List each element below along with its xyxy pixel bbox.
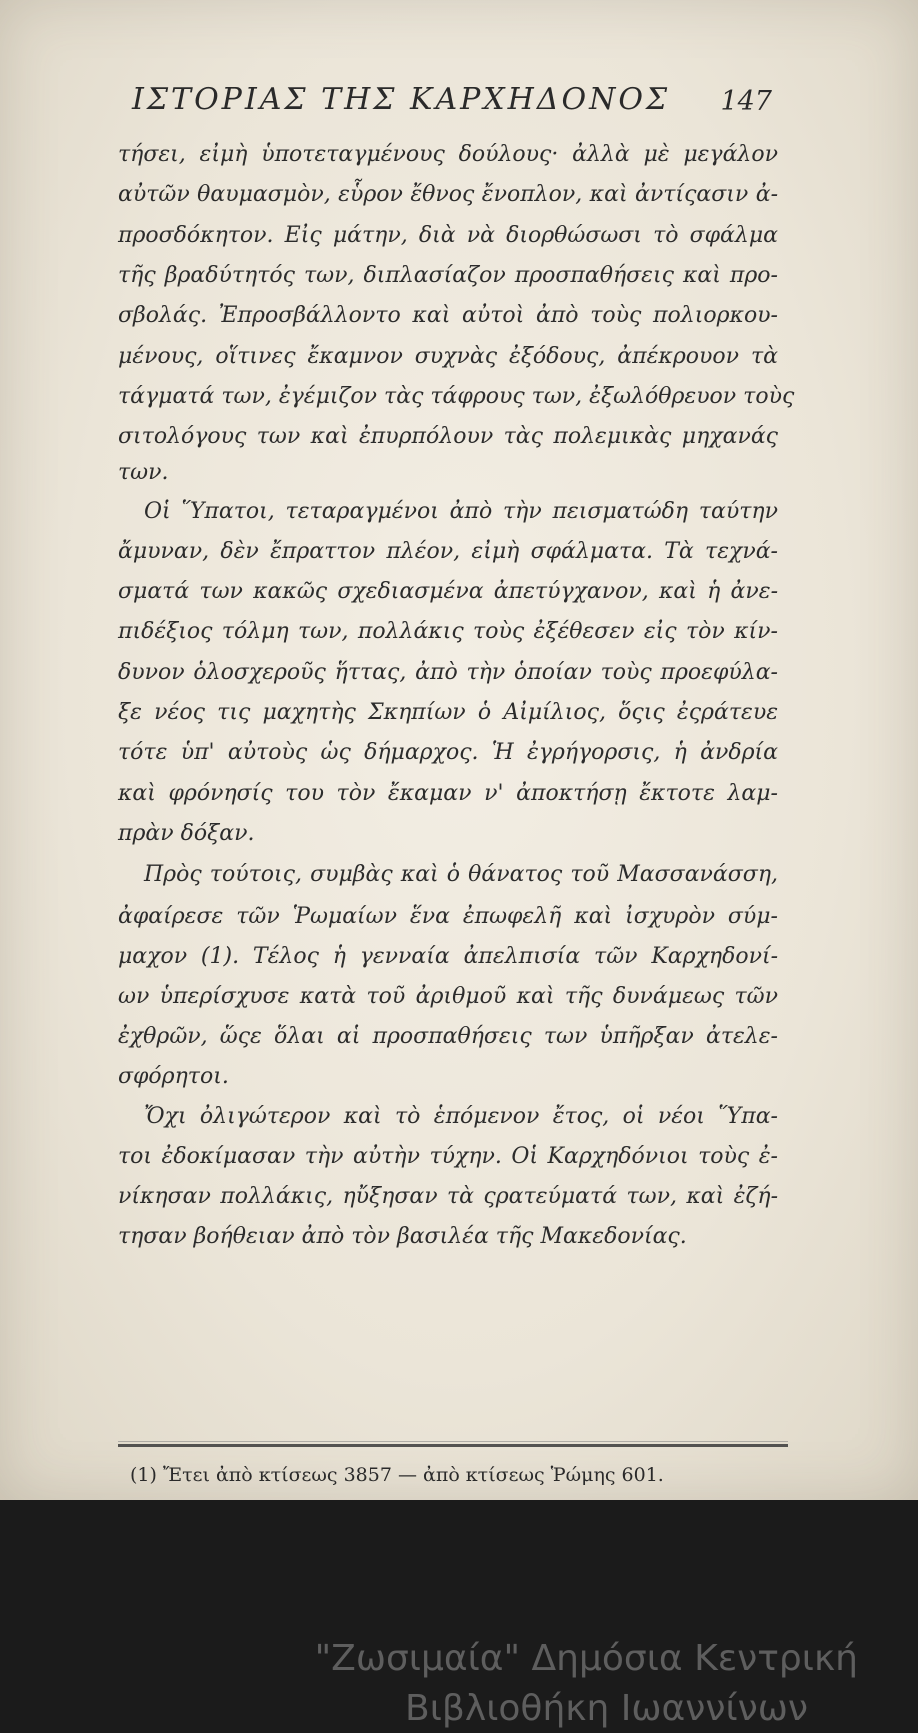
- text-line: καὶ φρόνησίς του τὸν ἔκαμαν ν' ἀποκτήσῃ ἔκτοτε λαμ-: [118, 781, 778, 806]
- text-line: πιδέξιος τόλμη των, πολλάκις τοὺς ἐξέθεσεν εἰς τὸν κίν-: [118, 619, 778, 644]
- watermark-line-1: "Ζωσιμαία" Δημόσια Κεντρική: [314, 1638, 858, 1679]
- paragraph-start-line: Ὄχι ὀλιγώτερον καὶ τὸ ἑπόμενον ἔτος, οἱ νέοι Ὕπα-: [144, 1104, 778, 1129]
- text-line: προσδόκητον. Εἰς μάτην, διὰ νὰ διορθώσωσι τὸ σφάλμα: [118, 223, 778, 248]
- footnote-rule: [118, 1444, 788, 1447]
- text-line: ων ὑπερίσχυσε κατὰ τοῦ ἀριθμοῦ καὶ τῆς δυνάμεως τῶν: [118, 984, 778, 1009]
- text-line: ἄμυναν, δὲν ἔπραττον πλέον, εἰμὴ σφάλματα. Τὰ τεχνά-: [118, 539, 778, 564]
- text-line: τότε ὑπ' αὐτοὺς ὡς δήμαρχος. Ἡ ἐγρήγορσις, ἡ ἀνδρία: [118, 740, 778, 765]
- running-header: [132, 82, 772, 122]
- text-line: σιτολόγους των καὶ ἐπυρπόλουν τὰς πολεμικὰς μηχανάς: [118, 424, 778, 449]
- footnote-rule-thin: [118, 1441, 788, 1442]
- text-line: τησαν βοήθειαν ἀπὸ τὸν βασιλέα τῆς Μακεδονίας.: [118, 1224, 687, 1249]
- text-line: των.: [118, 460, 169, 485]
- text-line: τάγματά των, ἐγέμιζον τὰς τάφρους των, ἐξωλόθρευον τοὺς: [118, 384, 795, 409]
- text-line: τῆς βραδύτητός των, διπλασίαζον προσπαθήσεις καὶ προ-: [118, 263, 778, 288]
- page-number: 147: [720, 86, 772, 117]
- text-line: νίκησαν πολλάκις, ηὔξησαν τὰ ςρατεύματά των, καὶ ἐζή-: [118, 1184, 778, 1209]
- text-line: αὐτῶν θαυμασμὸν, εὗρον ἔθνος ἔνοπλον, καὶ ἀντίςασιν ἀ-: [118, 182, 778, 207]
- watermark-line-2: Βιβλιοθήκη Ιωαννίνων: [405, 1688, 808, 1729]
- text-line: μένους, οἵτινες ἔκαμνον συχνὰς ἐξόδους, ἀπέκρουον τὰ: [118, 344, 778, 369]
- text-line: δυνον ὁλοσχεροῦς ἥττας, ἀπὸ τὴν ὁποίαν τοὺς προεφύλα-: [118, 660, 778, 685]
- text-line: σφόρητοι.: [118, 1064, 229, 1089]
- text-line: ἐχθρῶν, ὥςε ὅλαι αἱ προσπαθήσεις των ὑπῆρξαν ἀτελε-: [118, 1024, 778, 1049]
- text-line: σβολάς. Ἐπροσβάλλοντο καὶ αὐτοὶ ἀπὸ τοὺς πολιορκου-: [118, 303, 778, 328]
- footnote: (1) Ἔτει ἀπὸ κτίσεως 3857 — ἀπὸ κτίσεως Ῥώμης 601.: [130, 1464, 664, 1486]
- paragraph-start-line: Πρὸς τούτοις, συμβὰς καὶ ὁ θάνατος τοῦ Μασσανάσση,: [144, 862, 778, 887]
- text-line: πρὰν δόξαν.: [118, 821, 255, 846]
- text-line: ἀφαίρεσε τῶν Ῥωμαίων ἕνα ἐπωφελῆ καὶ ἰσχυρὸν σύμ-: [118, 904, 778, 929]
- text-line: μαχον (1). Τέλος ἡ γενναία ἀπελπισία τῶν Καρχηδονί-: [118, 944, 778, 969]
- header-title: ΙΣΤΟΡΙΑΣ ΤΗΣ ΚΑΡΧΗΔΟΝΟΣ: [132, 82, 671, 117]
- text-line: σματά των κακῶς σχεδιασμένα ἀπετύγχανον, καὶ ἡ ἀνε-: [118, 579, 778, 604]
- text-line: τήσει, εἰμὴ ὑποτεταγμένους δούλους· ἀλλὰ μὲ μεγάλον: [118, 142, 778, 167]
- text-line: ξε νέος τις μαχητὴς Σκηπίων ὁ Αἰμίλιος, ὅςις ἐςράτευε: [118, 700, 778, 725]
- text-line: τοι ἐδοκίμασαν τὴν αὐτὴν τύχην. Οἱ Καρχηδόνιοι τοὺς ἐ-: [118, 1144, 778, 1169]
- paragraph-start-line: Οἱ Ὕπατοι, τεταραγμένοι ἀπὸ τὴν πεισματώδη ταύτην: [144, 499, 778, 524]
